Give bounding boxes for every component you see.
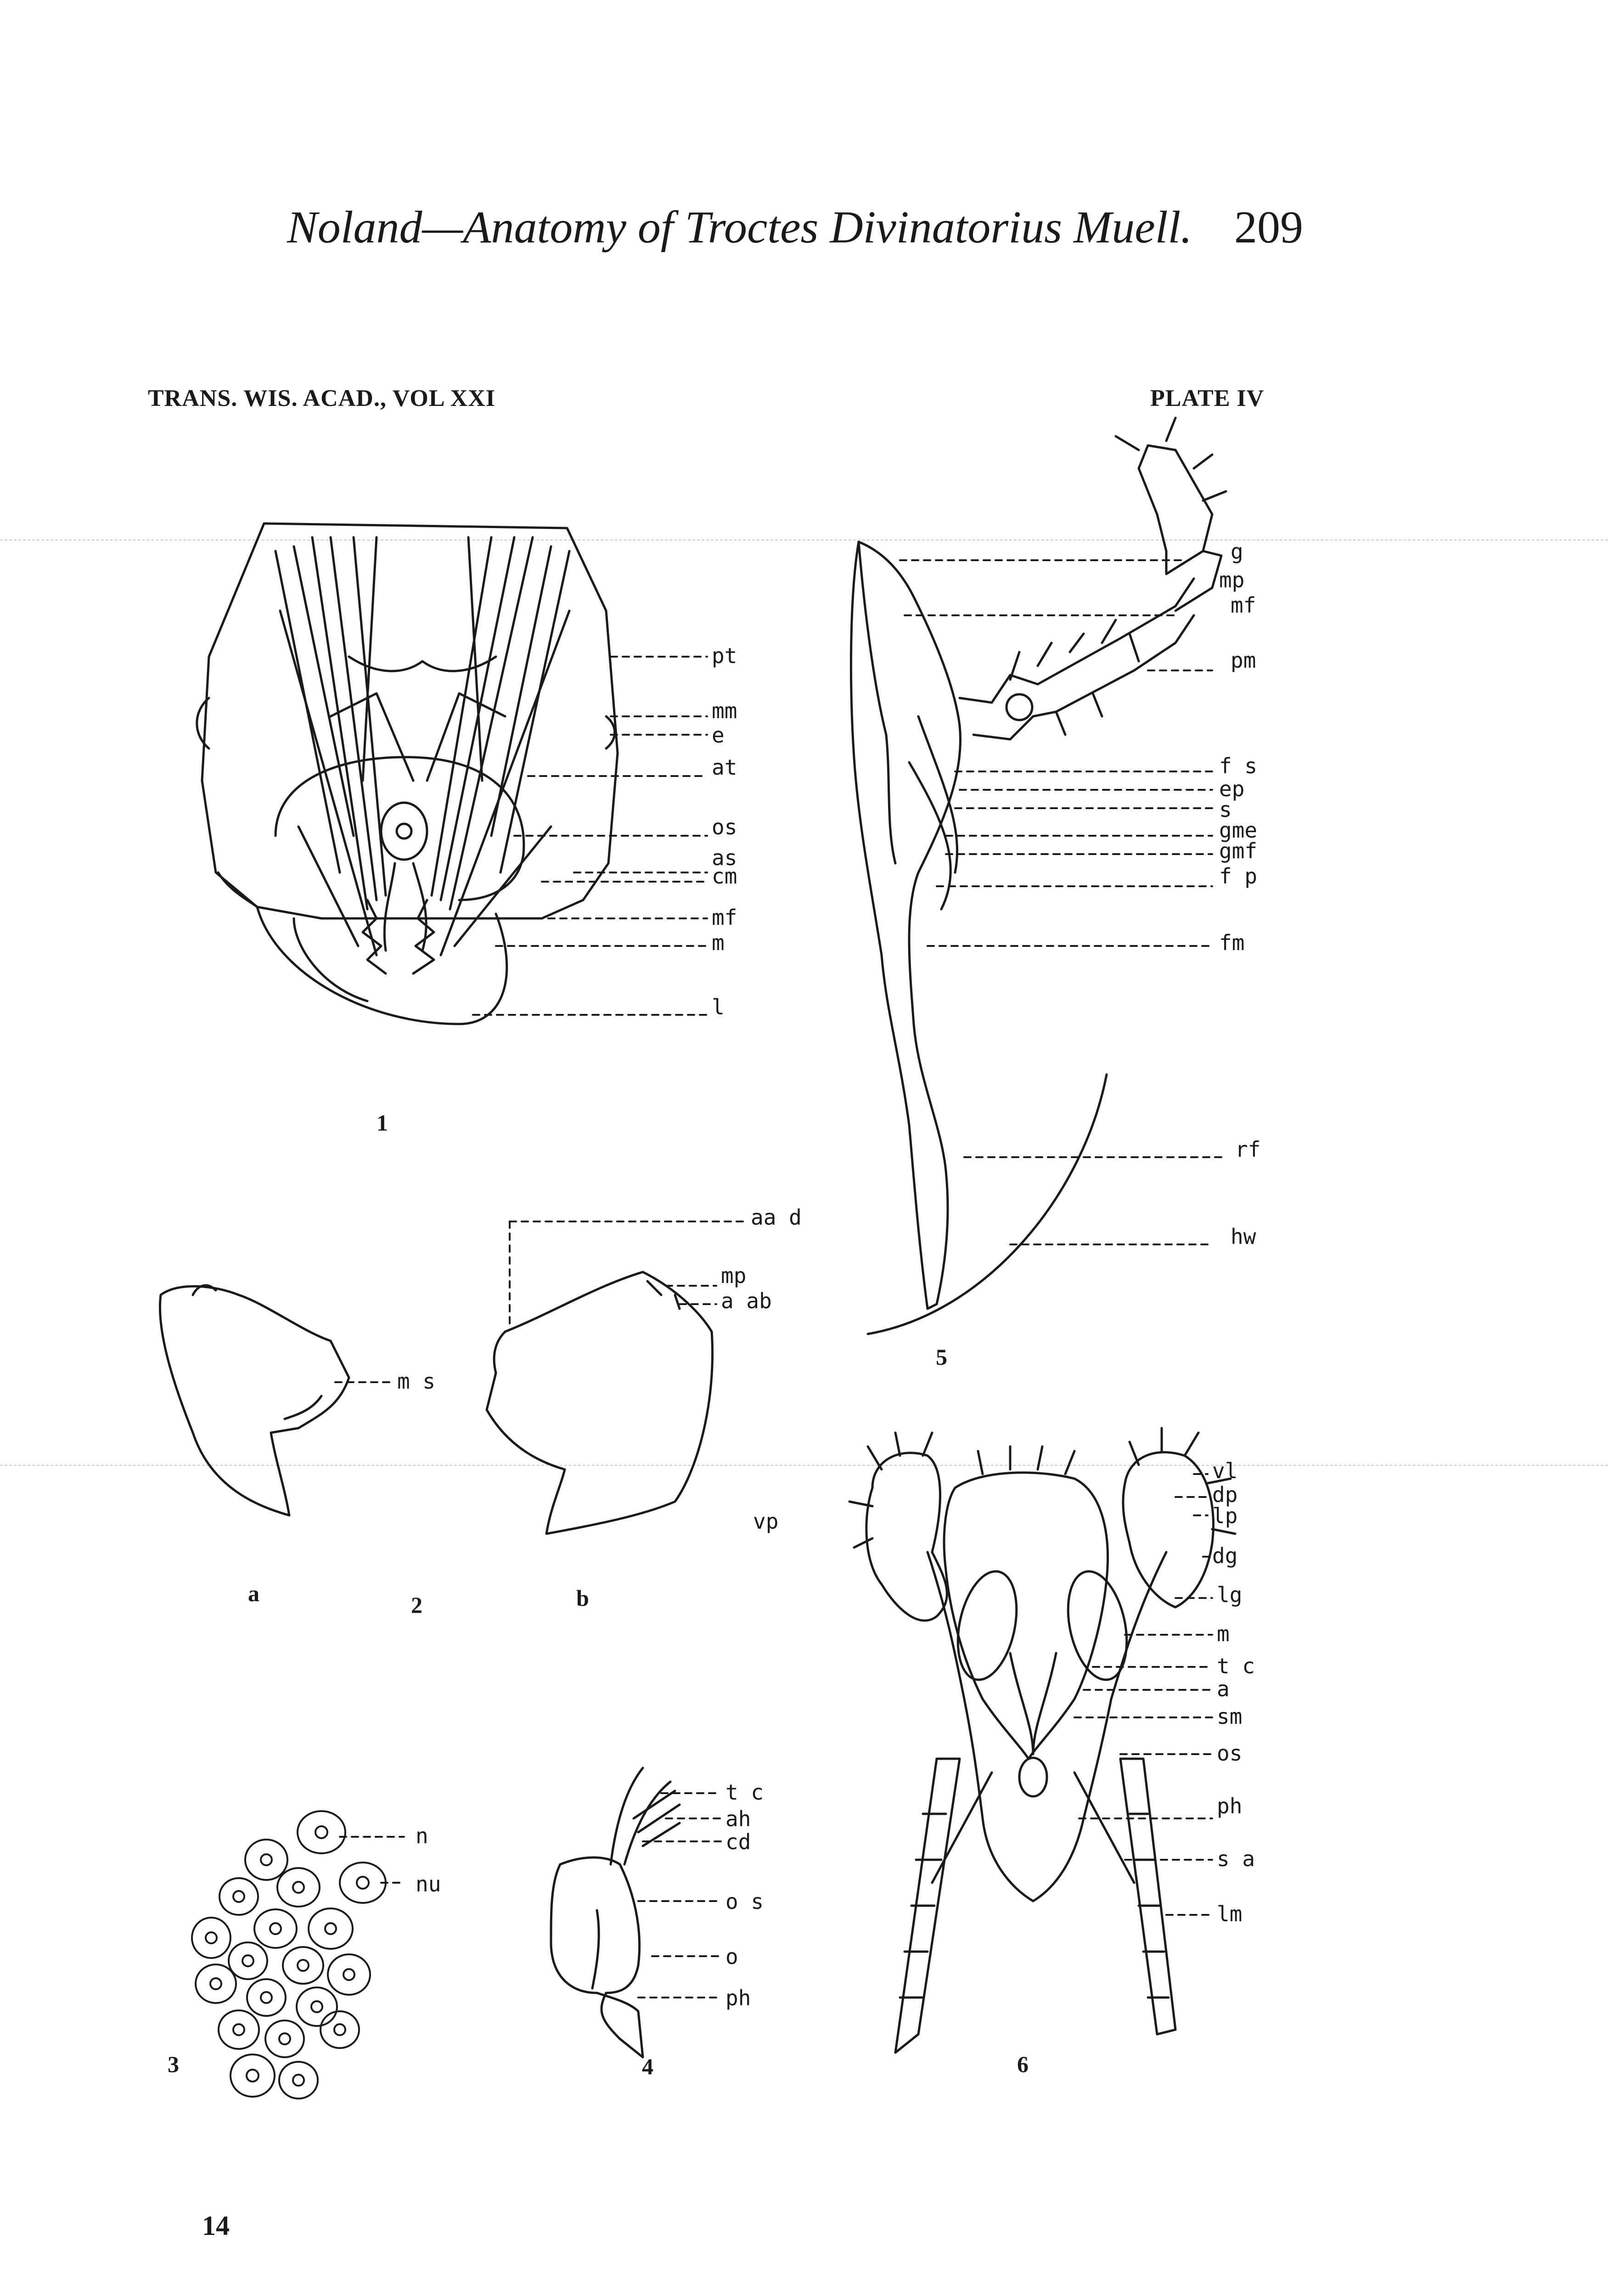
fig6-label-sm: sm bbox=[1217, 1704, 1243, 1729]
plate-number: PLATE IV bbox=[1150, 385, 1265, 411]
fig6-label-ph: ph bbox=[1217, 1794, 1243, 1818]
journal-reference: TRANS. WIS. ACAD., VOL XXI bbox=[148, 385, 495, 411]
fig6-label-dp: dp bbox=[1212, 1482, 1238, 1507]
fig6-label-os: os bbox=[1217, 1741, 1243, 1766]
fig5-label-s: s bbox=[1219, 797, 1232, 822]
fig6-label-lp: lp bbox=[1212, 1503, 1238, 1528]
fig5-label-pm: pm bbox=[1231, 648, 1256, 673]
fig2-label-mp: mp bbox=[721, 1263, 747, 1288]
figure-4-drawing bbox=[551, 1768, 721, 2057]
figure-1-drawing bbox=[197, 523, 707, 1024]
fig6-label-tc: t c bbox=[1217, 1654, 1255, 1678]
fig5-label-mf: mf bbox=[1231, 593, 1256, 618]
fig6-label-lm: lm bbox=[1217, 1902, 1243, 1926]
figure-6-number: 6 bbox=[1017, 2051, 1029, 2077]
fig6-label-vl: vl bbox=[1212, 1458, 1238, 1483]
fig1-label-mm: mm bbox=[712, 698, 737, 723]
fig3-label-nu: nu bbox=[416, 1872, 441, 1896]
fig5-label-fp: f p bbox=[1219, 864, 1258, 889]
figure-5-number: 5 bbox=[936, 1344, 947, 1370]
figure-5-drawing bbox=[851, 418, 1226, 1334]
fig3-label-n: n bbox=[416, 1823, 428, 1848]
fig5-label-mp: mp bbox=[1219, 568, 1245, 592]
figure-3-number: 3 bbox=[168, 2051, 179, 2077]
fig6-label-dg: dg bbox=[1212, 1543, 1238, 1568]
fig4-label-cd: cd bbox=[725, 1829, 751, 1854]
fig2-label-vp: vp bbox=[753, 1509, 779, 1534]
fig6-label-m: m bbox=[1217, 1621, 1230, 1646]
figure-2-part-a: a bbox=[248, 1581, 259, 1606]
fig5-label-ep: ep bbox=[1219, 777, 1245, 801]
fig6-label-sa: s a bbox=[1217, 1846, 1255, 1871]
fig5-label-fm: fm bbox=[1219, 930, 1245, 955]
figure-2-part-b: b bbox=[576, 1585, 589, 1611]
fig2-label-aab: a ab bbox=[721, 1289, 772, 1313]
fig1-label-as: as bbox=[712, 845, 737, 870]
figure-3-drawing bbox=[192, 1811, 404, 2099]
fig1-label-e: e bbox=[712, 723, 725, 748]
page-number: 209 bbox=[1234, 202, 1303, 253]
fig1-label-m: m bbox=[712, 930, 725, 955]
fig1-label-at: at bbox=[712, 755, 737, 780]
figure-2-number: 2 bbox=[411, 1592, 422, 1618]
figure-1-number: 1 bbox=[377, 1110, 388, 1136]
fig5-label-fs: f s bbox=[1219, 754, 1258, 778]
fig1-label-l: l bbox=[712, 995, 725, 1019]
fig1-label-cm: cm bbox=[712, 864, 737, 889]
fig4-label-o: o bbox=[725, 1944, 738, 1969]
signature-mark: 14 bbox=[202, 2211, 230, 2241]
fig1-label-pt: pt bbox=[712, 643, 737, 668]
fig5-label-rf: rf bbox=[1235, 1137, 1261, 1162]
figure-4-number: 4 bbox=[642, 2054, 653, 2079]
running-head: Noland—Anatomy of Troctes Divinatorius Muell. bbox=[287, 202, 1192, 253]
fig6-label-a: a bbox=[1217, 1677, 1230, 1701]
fig4-label-os: o s bbox=[725, 1889, 764, 1914]
fig6-label-lg: lg bbox=[1217, 1582, 1243, 1607]
fig1-label-os: os bbox=[712, 815, 737, 839]
fig5-label-hw: hw bbox=[1231, 1224, 1256, 1249]
fig1-label-mf: mf bbox=[712, 905, 737, 930]
fig2-label-ms: m s bbox=[397, 1369, 436, 1394]
fig4-label-ph: ph bbox=[725, 1986, 751, 2010]
fig5-label-gme: gme bbox=[1219, 818, 1258, 843]
fig4-label-ah: ah bbox=[725, 1806, 751, 1831]
fig5-label-g: g bbox=[1231, 539, 1243, 564]
fig2-label-aad: aa d bbox=[751, 1205, 802, 1230]
fig4-label-tc: t c bbox=[725, 1780, 764, 1805]
fig5-label-gmf: gmf bbox=[1219, 838, 1258, 863]
